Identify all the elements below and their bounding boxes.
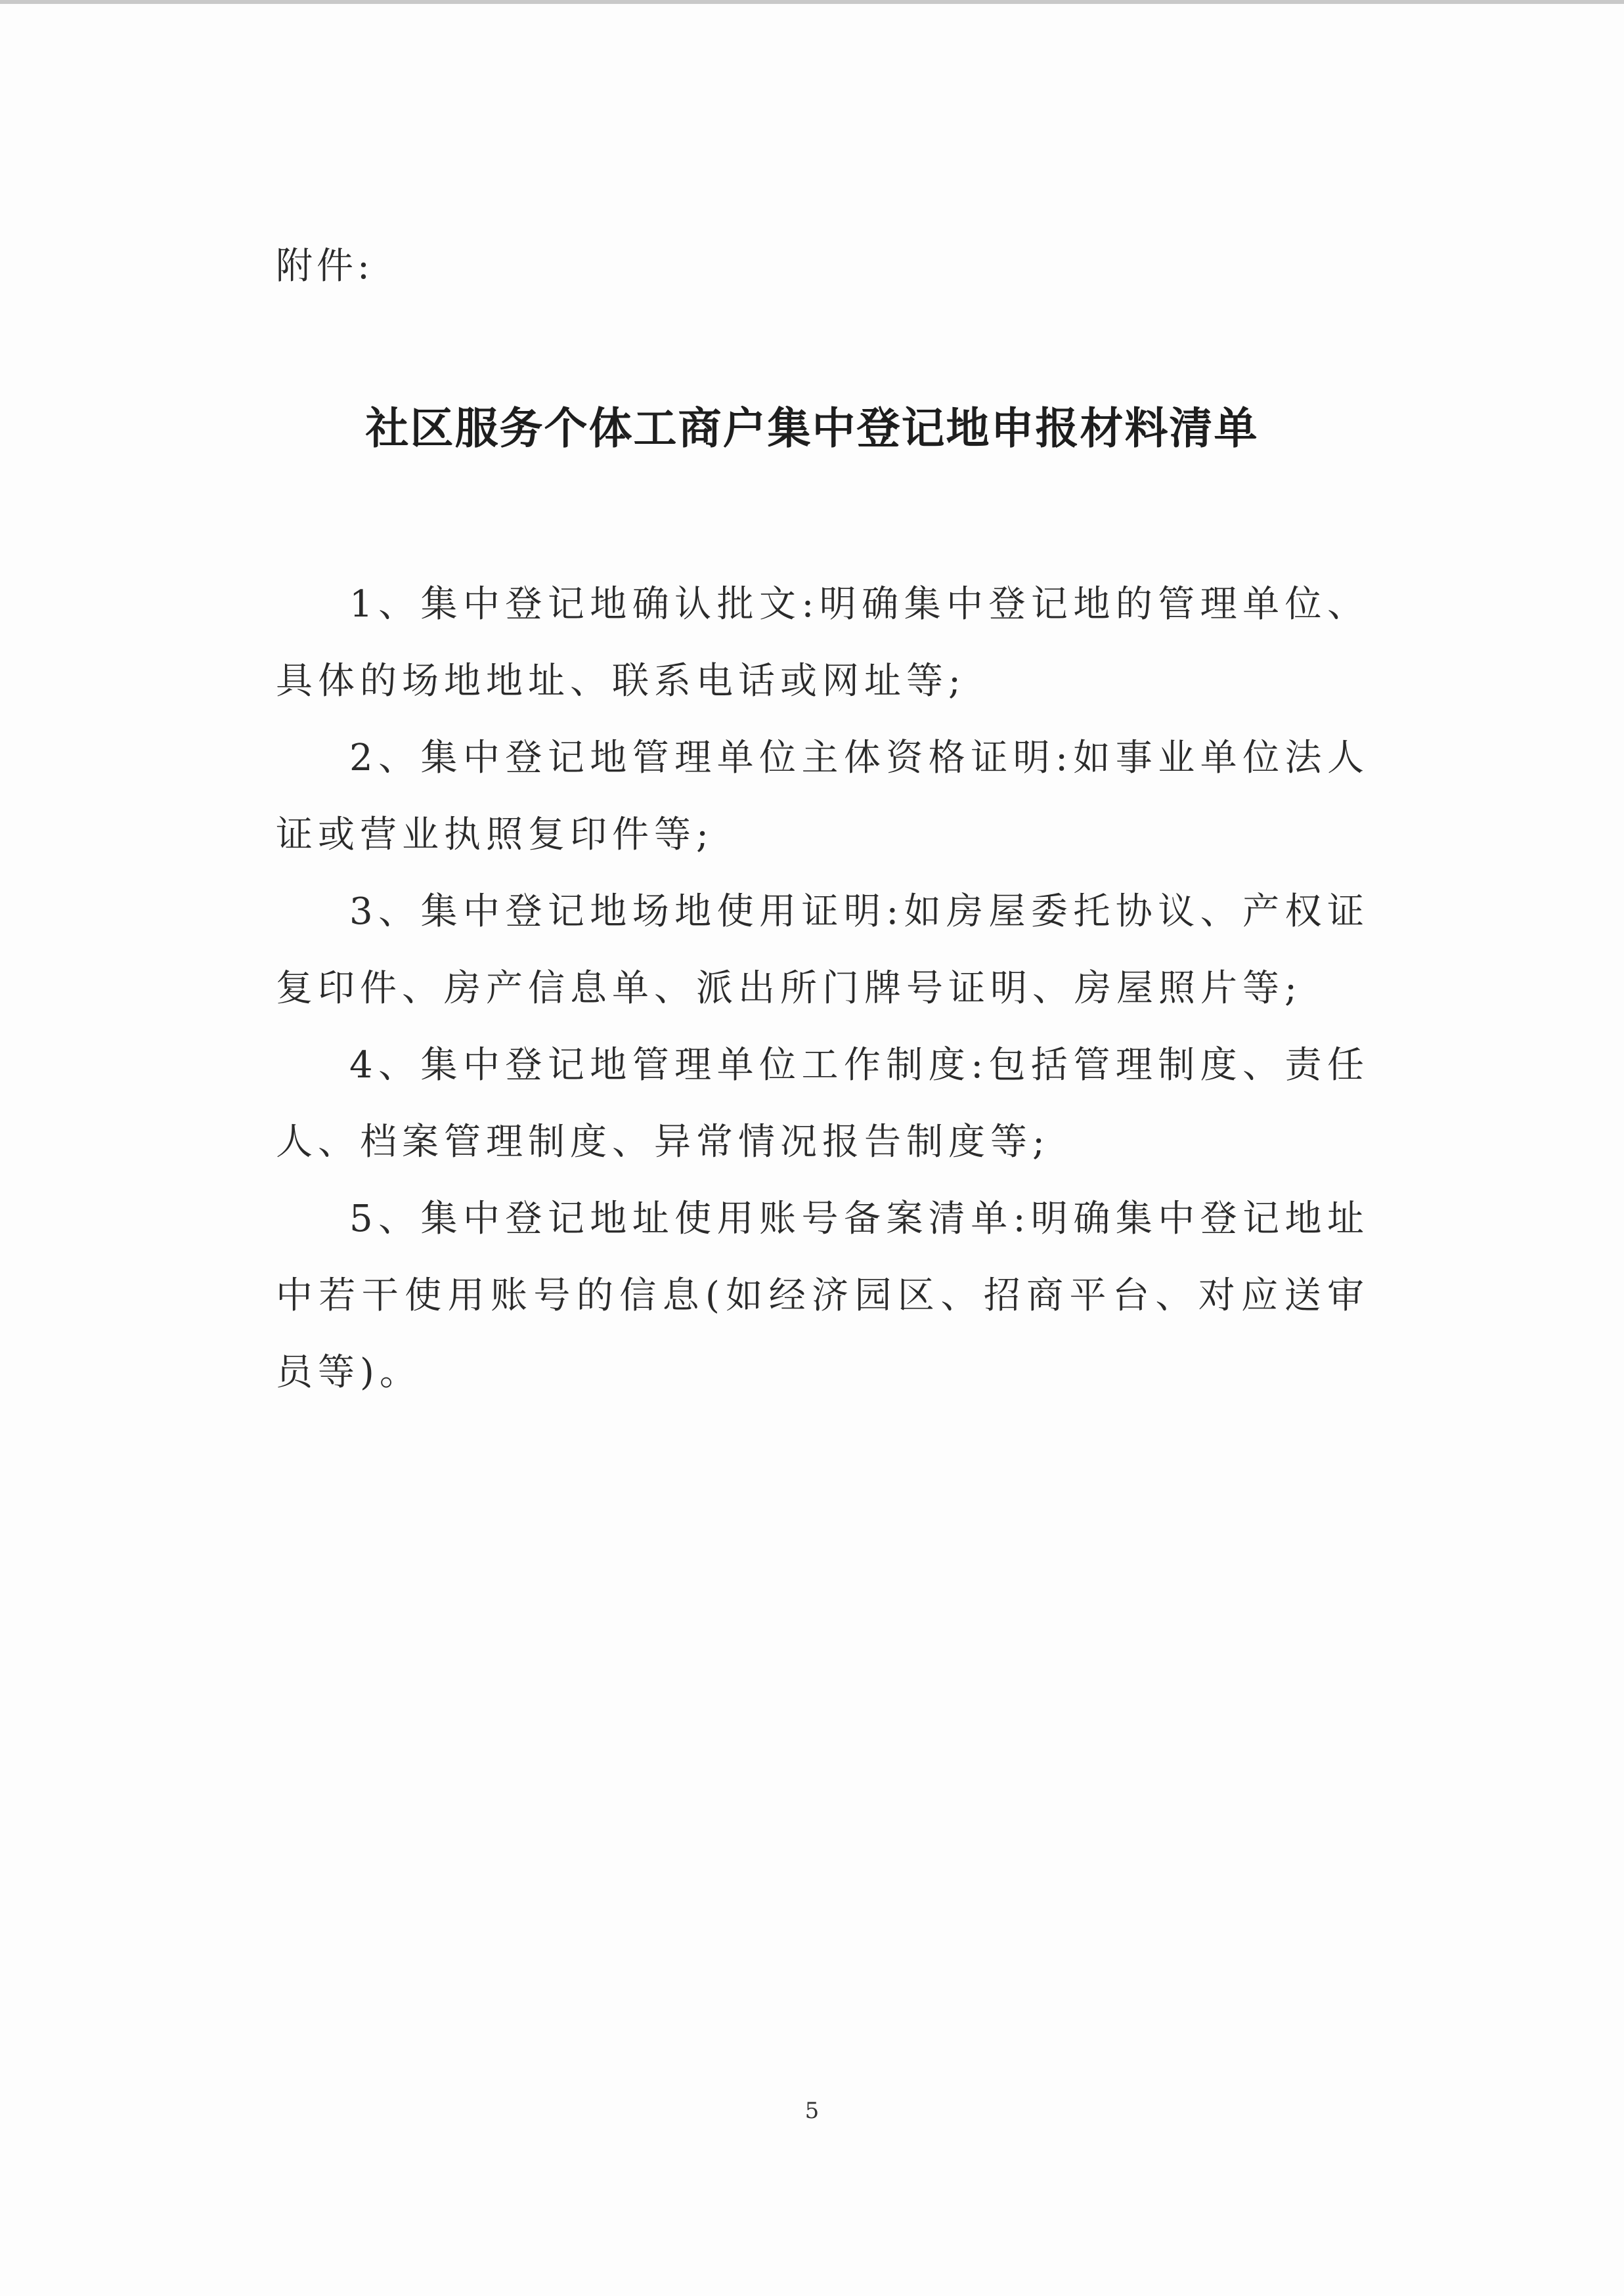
list-item-5: 5、集中登记地址使用账号备案清单:明确集中登记地址中若干使用账号的信息(如经济园区、招商平台、对应送审员等)。 [276, 1198, 1369, 1394]
document-title: 社区服务个体工商户集中登记地申报材料清单 [365, 403, 1259, 454]
materials-list [276, 566, 1369, 1411]
scan-top-edge [0, 0, 1624, 4]
list-item-1: 1、集中登记地确认批文:明确集中登记地的管理单位、具体的场地地址、联系电话或网址等; [276, 583, 1369, 703]
page-number: 5 [804, 2098, 820, 2124]
list-item-4: 4、集中登记地管理单位工作制度:包括管理制度、责任人、档案管理制度、异常情况报告制度等; [276, 1044, 1369, 1163]
attachment-label: 附件: [276, 245, 374, 288]
list-item-3: 3、集中登记地场地使用证明:如房屋委托协议、产权证复印件、房产信息单、派出所门牌号证明、房屋照片等; [276, 890, 1369, 1010]
list-item-2: 2、集中登记地管理单位主体资格证明:如事业单位法人证或营业执照复印件等; [276, 737, 1369, 856]
